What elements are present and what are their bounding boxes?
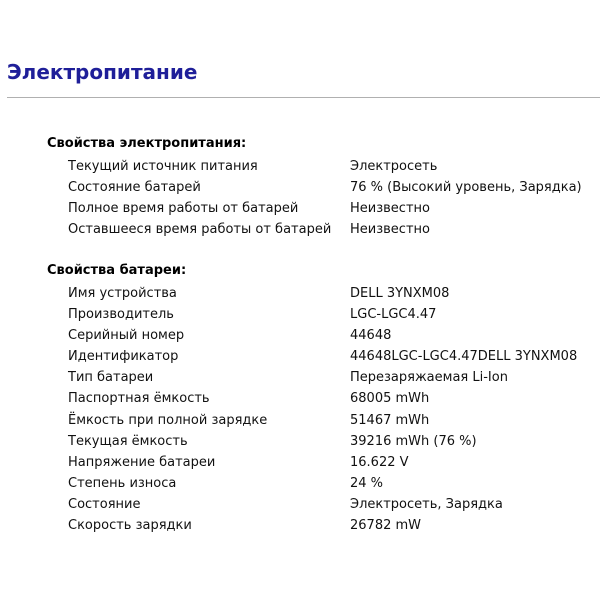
property-label: Состояние батарей xyxy=(68,180,201,196)
battery-properties-section xyxy=(47,262,600,536)
battery-properties-heading: Свойства батареи: xyxy=(47,263,187,278)
property-label: Полное время работы от батарей xyxy=(68,201,299,217)
property-value: 16.622 V xyxy=(350,454,409,470)
property-value: 68005 mWh xyxy=(350,391,430,407)
property-row-state xyxy=(47,494,600,515)
property-label: Серийный номер xyxy=(68,328,185,344)
property-value: Электросеть, Зарядка xyxy=(350,496,503,512)
property-row-design-capacity xyxy=(47,388,600,409)
property-row-manufacturer xyxy=(47,304,600,325)
property-label: Скорость зарядки xyxy=(68,518,192,534)
property-value: Неизвестно xyxy=(350,201,430,217)
property-value: 76 % (Высокий уровень, Зарядка) xyxy=(350,180,582,196)
property-row-current-capacity xyxy=(47,431,600,452)
property-value: Неизвестно xyxy=(350,222,430,238)
property-row-full-charge-capacity xyxy=(47,410,600,431)
property-label: Идентификатор xyxy=(68,349,179,365)
property-label: Оставшееся время работы от батарей xyxy=(68,222,332,238)
property-value: 51467 mWh xyxy=(350,412,430,428)
power-properties-heading: Свойства электропитания: xyxy=(47,136,247,151)
property-value: 24 % xyxy=(350,475,384,491)
property-value: 44648LGC-LGC4.47DELL 3YNXM08 xyxy=(350,349,578,365)
property-label: Степень износа xyxy=(68,475,177,491)
property-row-serial-number xyxy=(47,325,600,346)
property-label: Имя устройства xyxy=(68,286,177,301)
property-row-charge-rate xyxy=(47,515,600,536)
property-value: 39216 mWh (76 %) xyxy=(350,433,477,449)
property-label: Ёмкость при полной зарядке xyxy=(68,412,268,428)
property-value: DELL 3YNXM08 xyxy=(350,286,450,301)
property-row-current-power-source xyxy=(47,156,600,177)
property-row-battery-type xyxy=(47,367,600,388)
property-row-remaining-battery-time xyxy=(47,219,600,240)
power-properties-section xyxy=(47,135,600,240)
property-row-wear-level xyxy=(47,473,600,494)
property-row-identifier xyxy=(47,346,600,367)
property-row-full-battery-time xyxy=(47,198,600,219)
property-label: Текущий источник питания xyxy=(68,159,258,174)
property-value: LGC-LGC4.47 xyxy=(350,307,437,323)
property-label: Тип батареи xyxy=(68,370,154,386)
property-label: Текущая ёмкость xyxy=(68,433,188,449)
property-value: 26782 mW xyxy=(350,518,422,534)
page-title: Электропитание xyxy=(7,60,198,84)
property-value: 44648 xyxy=(350,328,392,344)
property-row-battery-status xyxy=(47,177,600,198)
title-divider xyxy=(7,97,600,98)
property-value: Электросеть xyxy=(350,159,438,174)
property-label: Паспортная ёмкость xyxy=(68,391,210,407)
property-label: Производитель xyxy=(68,307,174,323)
property-label: Состояние xyxy=(68,496,141,512)
property-row-device-name xyxy=(47,283,600,304)
property-row-battery-voltage xyxy=(47,452,600,473)
property-value: Перезаряжаемая Li-Ion xyxy=(350,370,508,386)
property-label: Напряжение батареи xyxy=(68,454,216,470)
